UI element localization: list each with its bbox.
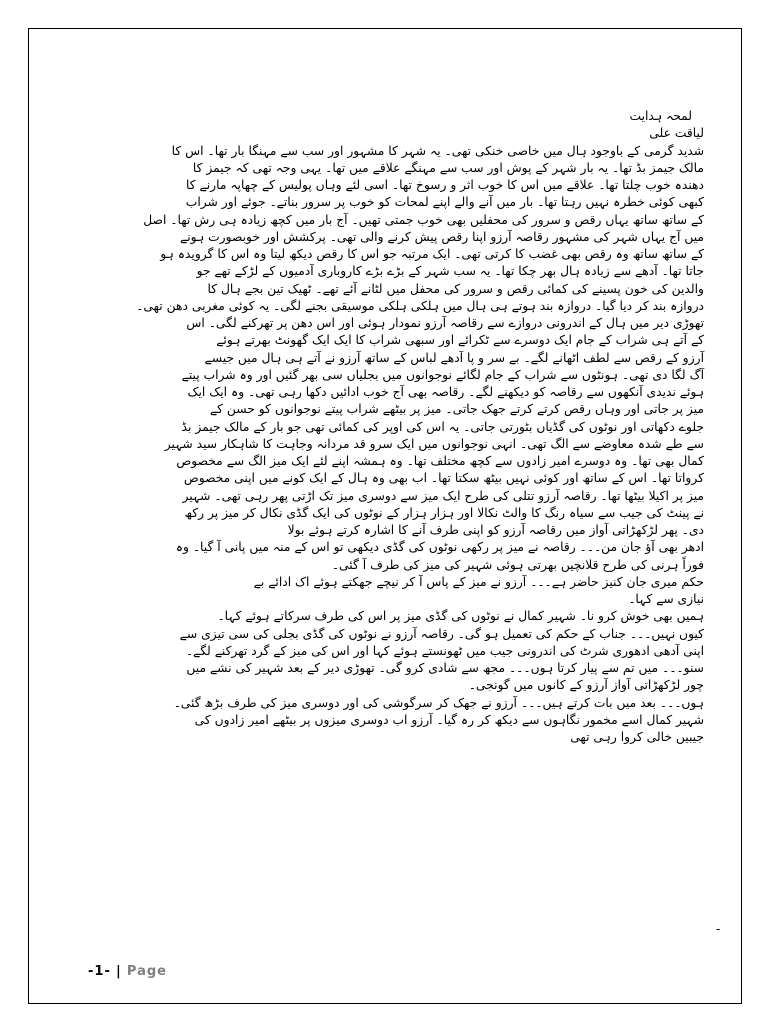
body-line: مالک جیمز بڈ تھا۔ یہ بار شہر کے پوش اور سب سے مہنگے علاقے میں تھا۔ یہی وجہ تھی کہ جیمز کا xyxy=(192,160,704,175)
page-footer xyxy=(88,964,167,979)
body-line: حکم میری جان کنیز حاضر ہے۔۔۔ آرزو نے میز کے پاس آ کر نیچے جھکتے ہوئے اک ادائے بے xyxy=(253,574,704,589)
body-line: میز پر جاتی اور وہاں رقص کرتے کرتے جھک جاتی۔ میز پر بیٹھے شراب پیتے نوجوانوں کو حسن کے xyxy=(209,402,704,417)
body-line: میز پر اکیلا بیٹھا تھا۔ رقاصہ آرزو تتلی کی طرح ایک میز سے دوسری میز تک اڑتی پھر رہی تھی۔ شہیر xyxy=(182,488,704,503)
body-line: ادھر بھی آؤ جان من۔۔۔ رقاصہ نے میز پر رکھی نوٹوں کی گڈی دیکھی تو اس کے منہ میں پانی آ گیا۔ وہ xyxy=(175,540,704,555)
body-line: دی۔ پھر لڑکھڑاتی آواز میں رقاصہ آرزو کو اپنی طرف آنے کا اشارہ کرتے ہوئے بولا xyxy=(287,523,704,537)
body-line: جاتا تھا۔ آدھے سے زیادہ ہال بھر چکا تھا۔ یہ سب شہر کے بڑے بڑے کاروباری آدمیوں کے لڑکے تھے جو xyxy=(196,264,704,279)
body-line: والدین کی خون پسینے کی کمائی رقص و سرور کی محفل میں لٹانے آئے تھے۔ ٹھیک تین بجے ہال کا xyxy=(207,281,704,296)
body-line: کے آتے ہی شراب کے جام ایک دوسرے سے ٹکرائے اور سبھی شراب کا ایک ایک گھونٹ بھرتے ہوئے xyxy=(216,333,704,348)
body-line: جلوے دکھاتی اور نوٹوں کی گڈیاں بٹورتی جاتی۔ یہ اس کی اوپر کی کمائی تھی جو بار کے مالک جیمز بڈ xyxy=(181,419,704,434)
page-word: Page xyxy=(126,964,167,979)
body-line: ہمیں بھی خوش کرو نا۔ شہیر کمال نے نوٹوں کی گڈی میز پر اس کی طرف سرکاتے ہوئے کہا۔ xyxy=(217,609,704,624)
body-line: کمال بھی تھا۔ وہ دوسرے امیر زادوں سے کچھ مختلف تھا۔ وہ ہمشہ اپنے لئے ایک میز الگ سے مخصوص xyxy=(176,454,704,468)
body-line: نے پینٹ کی جیب سے سیاہ رنگ کا والٹ نکالا اور ہزار ہزار کے نوٹوں کی ایک گڈی نکال کر میز پر رکھ xyxy=(184,505,704,520)
footer-dash-left: - xyxy=(88,964,95,979)
body-line: کیوں نہیں۔۔۔ جناب کے حکم کی تعمیل ہو گی۔ رقاصہ آرزو نے نوٹوں کی گڈی بجلی کی سی تیزی سے xyxy=(179,626,704,641)
footer-dash-right: - xyxy=(104,964,111,979)
body-line: ہوئے ندیدی آنکھوں سے رقاصہ کو دیکھنے لگے۔ رقاصہ بھی آج خوب ادائیں دکھا رہی تھی۔ وہ ایک ایک xyxy=(187,385,704,399)
body-line: میں آج یہاں شہر کی مشہور رقاصہ آرزو اپنا رقص پیش کرنے والی تھی۔ پرکشش اور خوبصورت ہونے xyxy=(179,229,704,244)
body-line: سنو۔۔۔ میں تم سے پیار کرتا ہوں۔۔۔ مجھ سے شادی کرو گی۔ تھوڑی دیر کے بعد شہیر کی نشے میں xyxy=(186,661,704,675)
document-body xyxy=(84,108,704,746)
body-line: جیبیں خالی کروا رہی تھی xyxy=(570,730,704,744)
body-line: کرواتا تھا۔ اس کے ساتھ اور کوئی نہیں بیٹھ سکتا تھا۔ اب بھی وہ ہال کے ایک کونے میں اپنی مخصوص xyxy=(183,471,704,486)
document-title: لمحہ ہدایت xyxy=(629,109,692,123)
body-line: چور لڑکھڑاتی آواز آرزو کے کانوں میں گونجی۔ xyxy=(468,678,704,693)
document-author: لیاقت علی xyxy=(649,126,704,141)
body-line: کبھی کوئی خطرہ نہیں رہتا تھا۔ بار میں آنے والے اپنے لمحات کو خوب پر سرور بناتے۔ جوئے اور شراب xyxy=(185,195,704,210)
body-line: شدید گرمی کے باوجود ہال میں خاصی خنکی تھی۔ یہ شہر کا مشہور اور سب سے مہنگا بار تھا۔ اس کا xyxy=(171,143,704,158)
body-line: کے ساتھ ساتھ یہاں رقص و سرور کی محفلیں بھی خوب جمتی تھیں۔ آج بار میں کچھ زیادہ ہی رش تھا۔ اصل xyxy=(143,212,704,227)
body-line: نیازی سے کہا۔ xyxy=(628,592,704,606)
stray-mark: - xyxy=(716,922,721,936)
body-line: ہوں۔۔۔ بعد میں بات کرتے ہیں۔۔۔ آرزو نے جھک کر سرگوشی کی اور دوسری میز کی طرف بڑھ گئی۔ xyxy=(173,695,704,710)
body-line: دروازہ بند کر دیا گیا۔ دروازہ بند ہوتے ہی ہال میں ہلکی ہلکی موسیقی بجنے لگی۔ یہ کوئی مغربی دھن تھی۔ xyxy=(136,298,704,313)
page-number: 1 xyxy=(94,964,105,979)
body-line: دھندہ خوب چلتا تھا۔ علاقے میں اس کا خوب اثر و رسوخ تھا۔ اسی لئے وہاں پولیس کے چھاپہ مارنے کا xyxy=(186,178,704,192)
body-line: تھوڑی دیر میں ہال کے اندرونی دروازے سے رقاصہ آرزو نمودار ہوئی اور اس دھن پر تھرکنے لگی۔ اس xyxy=(186,316,704,330)
footer-separator: | xyxy=(116,964,122,979)
body-line: آرزو کے رقص سے لطف اٹھانے لگے۔ بے سر و پا آدھے لباس کے ساتھ آرزو نے آتے ہی ہال میں جیسے xyxy=(204,350,704,365)
body-line: اپنی آدھی ادھوری شرٹ کی اندرونی جیب میں ٹھونستے ہوئے کہا اور اس کی میز کے گرد تھرکنے لگے۔ xyxy=(185,643,704,658)
body-line: فوراً ہرنی کی طرح قلانچیں بھرتی ہوئی شہیر کی میز کی طرف آ گئی۔ xyxy=(331,557,704,572)
body-line: شہیر کمال اسے مخمور نگاہوں سے دیکھ کر رہ گیا۔ آرزو اب دوسری میزوں پر بیٹھے امیر زادوں کی xyxy=(194,712,704,727)
body-line: کے ساتھ ساتھ وہ رقص بھی غضب کا کرتی تھی۔ ایک مرتبہ جو اس کا رقص دیکھ لیتا وہ اس کا گرویدہ ہو xyxy=(160,247,704,261)
body-line: آگ لگا دی تھی۔ ہونٹوں سے شراب کے جام لگائے نوجوانوں میں بجلیاں سی بھر گئیں اور وہ شراب پیتے xyxy=(181,367,704,382)
body-line: سے طے شدہ معاوضے سے الگ تھی۔ انہی نوجوانوں میں ایک سرو قد مردانہ وجاہت کا شاہکار سید شہیر xyxy=(164,436,704,451)
